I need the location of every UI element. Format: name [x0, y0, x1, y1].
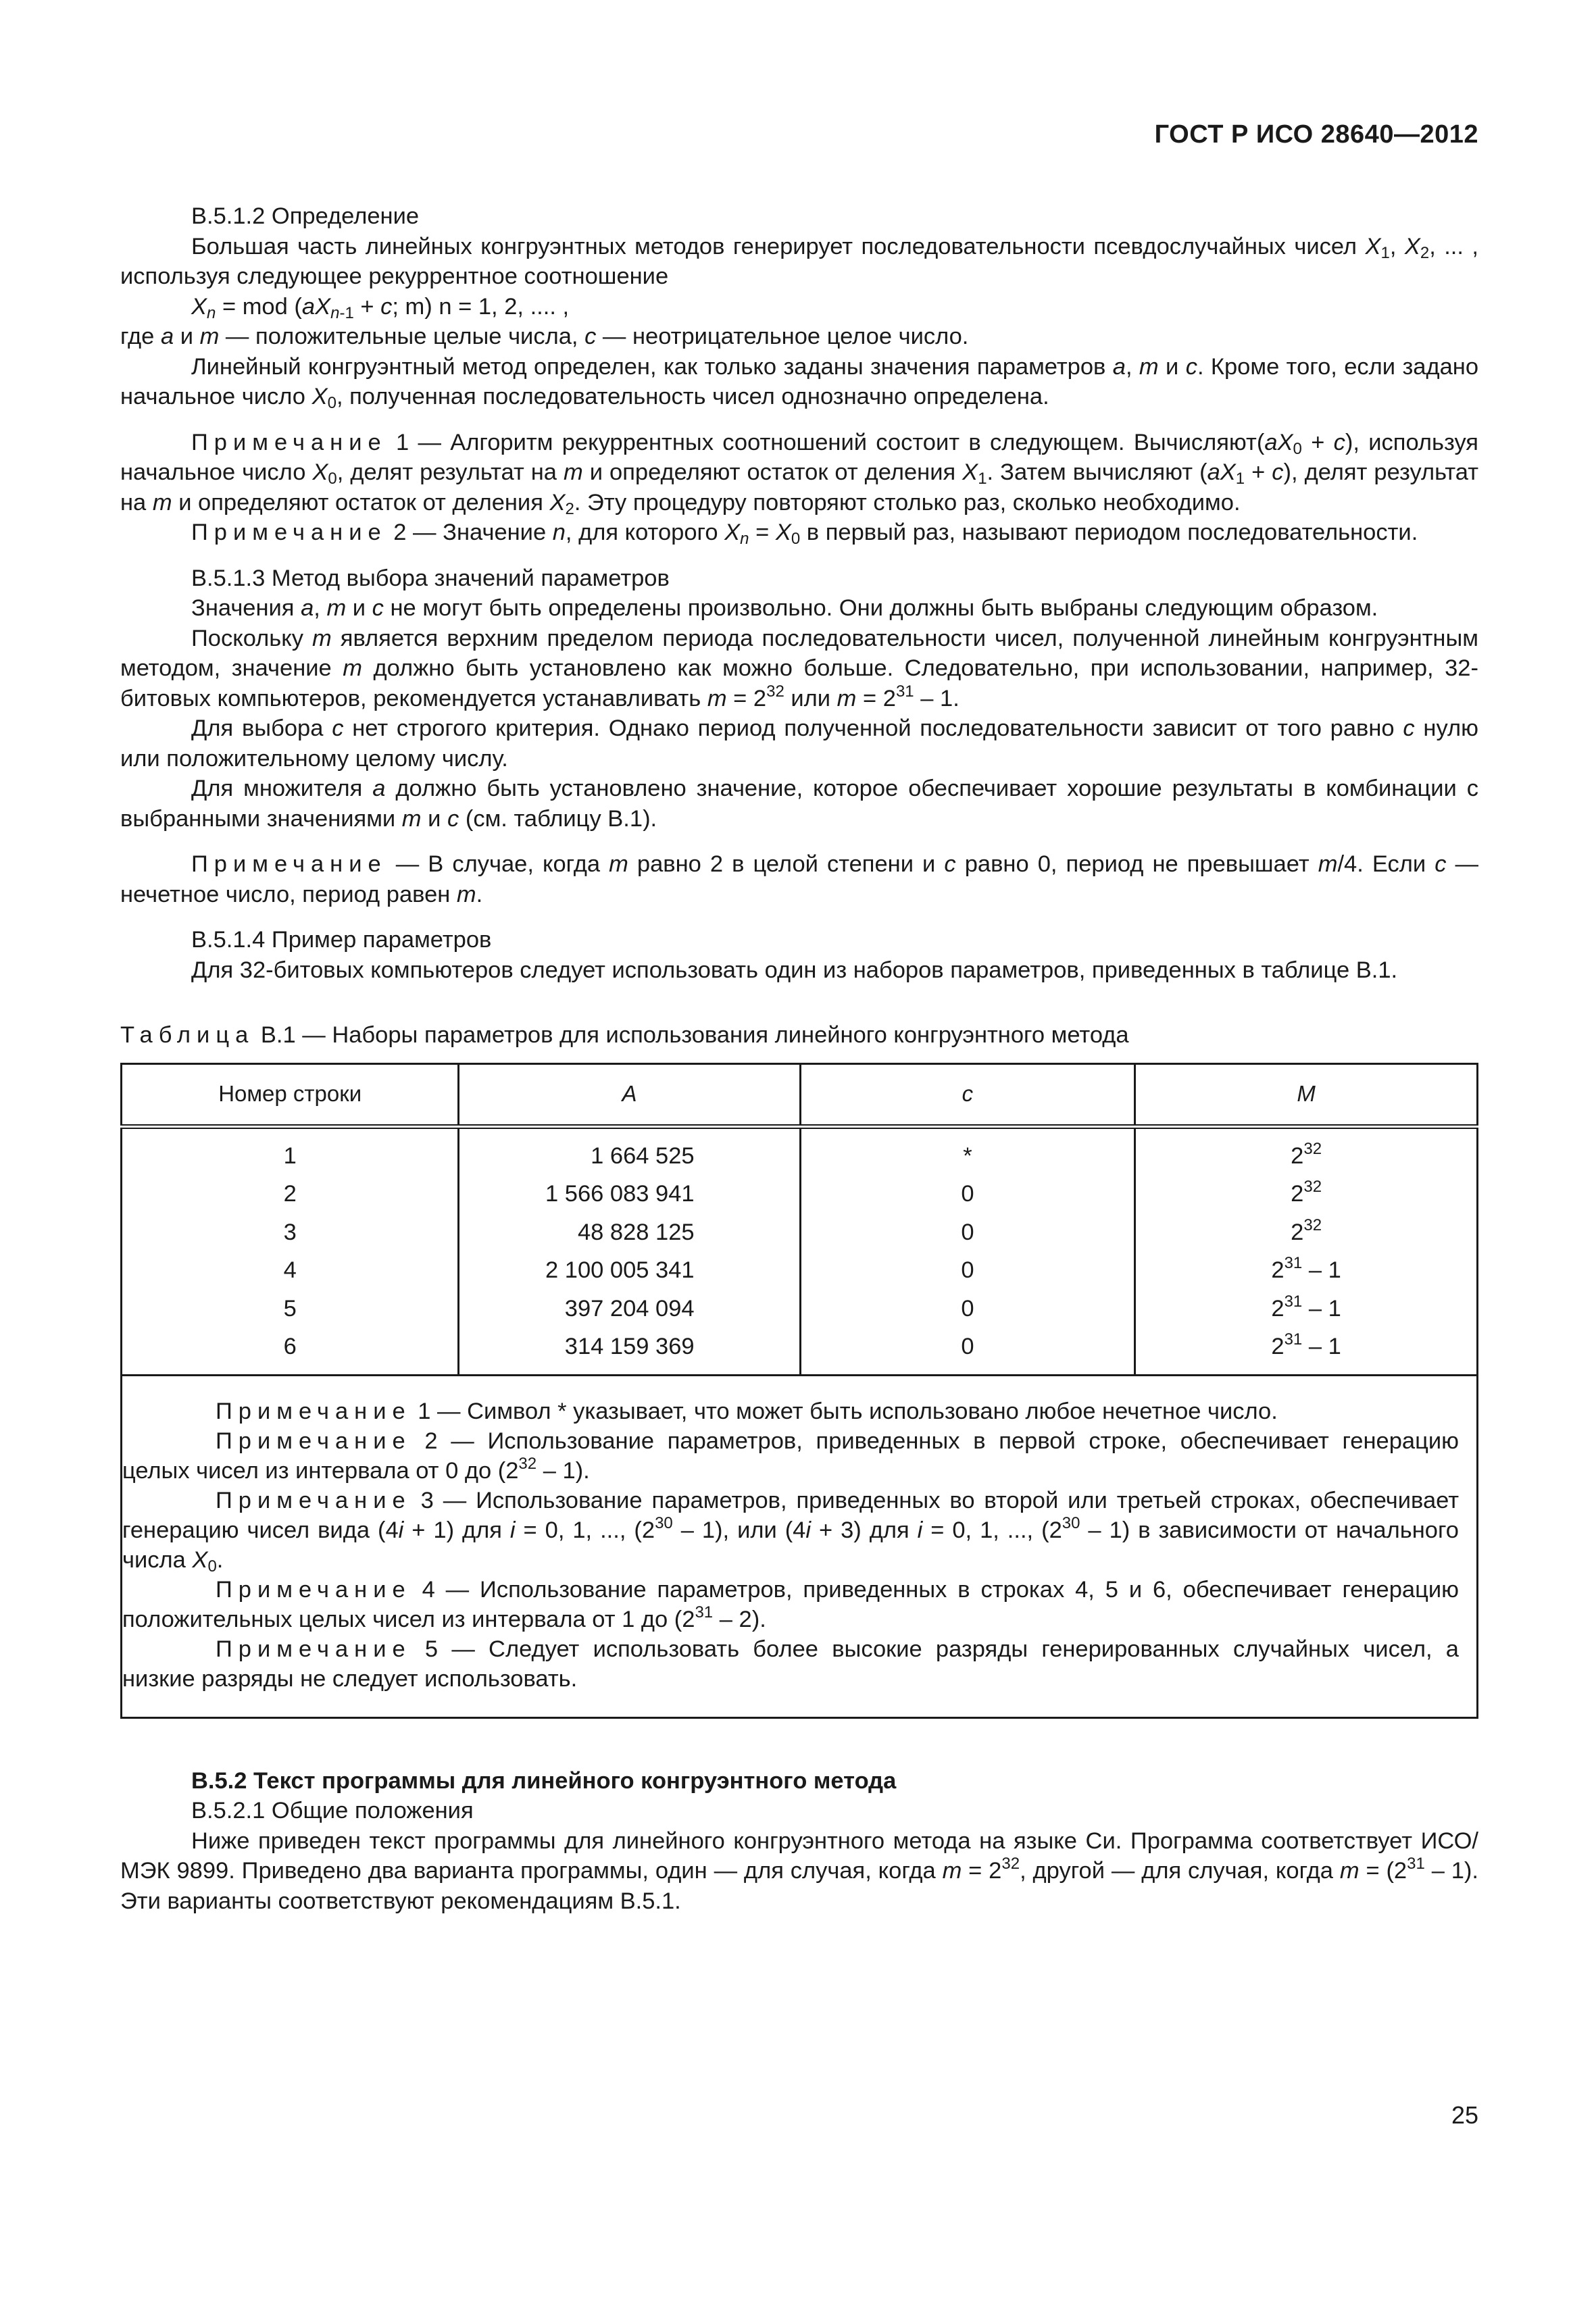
- table-notes: [120, 1376, 1478, 1719]
- document-header: ГОСТ Р ИСО 28640—2012: [1154, 120, 1478, 149]
- cell-c: 0: [800, 1251, 1135, 1290]
- note-b513: Примечание — В случае, когда m равно 2 в целой степени и c равно 0, период не превышает m/4. Если c — нечетное число, период равен m.: [120, 851, 1479, 907]
- heading-b513: В.5.1.3 Метод выбора значений параметров: [191, 565, 670, 591]
- table-row: [122, 1175, 1478, 1213]
- cell-row-number: 2: [122, 1175, 459, 1213]
- cell-c: 0: [800, 1328, 1135, 1375]
- paragraph-b514-1: Для 32-битовых компьютеров следует использовать один из наборов параметров, приведенных в таблице В.1.: [191, 957, 1398, 983]
- note-b512-2: Примечание 2 — Значение n, для которого $X_n = X_0$ в первый раз, называют периодом последовательности.: [191, 520, 1418, 548]
- table-row: [122, 1328, 1478, 1375]
- paragraph-b521-1: Ниже приведен текст программы для линейного конгруэнтного метода на языке Си. Программа соответствует ИСО/МЭК 9899. Приведено два варианта программы, один — для случая, когда $m = 2^{32}$, другой — для случая, когда $m = (2^{31} - 1)$. Эти варианты соответствуют рекомендациям В.5.1.: [120, 1828, 1478, 1914]
- document-body: [120, 201, 1478, 1916]
- cell-a: 397 204 094: [459, 1290, 800, 1328]
- table-header-m: M: [1135, 1063, 1478, 1126]
- formula-recurrence: $X_n$ = mod ($aX_{n-1} + c$; m) n = 1, 2, .... ,: [191, 293, 570, 322]
- cell-m: $2^{31} - 1$: [1135, 1290, 1478, 1328]
- cell-c: 0: [800, 1213, 1135, 1252]
- document-page: [120, 0, 1478, 2314]
- parameters-table: [120, 1063, 1478, 1376]
- paragraph-b513-2: Поскольку m является верхним пределом периода последовательности чисел, полученной линейным конгруэнтным методом, значение m должно быть установлено как можно больше. Следовательно, при использовании, например, 32-битовых компьютеров, рекомендуется устанавливать $m = 2^{32}$ или $m = 2^{31} - 1$.: [120, 625, 1478, 711]
- cell-m: $2^{31} - 1$: [1135, 1251, 1478, 1290]
- cell-c: 0: [800, 1175, 1135, 1213]
- cell-m: $2^{32}$: [1135, 1175, 1478, 1213]
- cell-a: 2 100 005 341: [459, 1251, 800, 1290]
- table-row: [122, 1126, 1478, 1175]
- cell-a: 48 828 125: [459, 1213, 800, 1252]
- cell-a: 314 159 369: [459, 1328, 800, 1375]
- table-header-a: A: [459, 1063, 800, 1126]
- heading-b512: В.5.1.2 Определение: [191, 203, 420, 229]
- paragraph-b513-4: Для множителя a должно быть установлено значение, которое обеспечивает хорошие результаты в комбинации с выбранными значениями m и c (см. таблицу В.1).: [120, 776, 1478, 832]
- cell-row-number: 5: [122, 1290, 459, 1328]
- cell-row-number: 3: [122, 1213, 459, 1252]
- table-row: [122, 1251, 1478, 1290]
- table-note-3: Примечание 3 — Использование параметров, приведенных во второй или третьей строках, обеспечивает генерацию чисел вида (4i + 1) для i = 0, 1, ..., $(2^{30} - 1)$, или (4i + 3) для i = 0, 1, ..., $(2^{30} - 1)$ в зависимости от начального числа $X_0$.: [122, 1487, 1459, 1576]
- table-caption: Таблица В.1 — Наборы параметров для использования линейного конгруэнтного метода: [120, 1022, 1129, 1048]
- cell-m: $2^{32}$: [1135, 1126, 1478, 1175]
- heading-b514: В.5.1.4 Пример параметров: [191, 927, 492, 953]
- table-row: [122, 1213, 1478, 1252]
- paragraph-b513-3: Для выбора c нет строгого критерия. Однако период полученной последовательности зависит от того равно c нулю или положительному целому числу.: [120, 715, 1478, 772]
- cell-row-number: 4: [122, 1251, 459, 1290]
- cell-a: 1 664 525: [459, 1126, 800, 1175]
- heading-b521: В.5.2.1 Общие положения: [191, 1798, 474, 1823]
- cell-c: 0: [800, 1290, 1135, 1328]
- paragraph-where: где a и m — положительные целые числа, c — неотрицательное целое число.: [120, 324, 969, 349]
- paragraph-b513-1: Значения a, m и c не могут быть определены произвольно. Они должны быть выбраны следующим образом.: [191, 595, 1378, 621]
- note-b512-1: Примечание 1 — Алгоритм рекуррентных соотношений состоит в следующем. $Вычисляют(aX_0 + c)$, используя начальное число $X_0$, делят результат на m и определяют остаток от деления $X_1$. Затем вычисляют $(aX_1 + c)$, делят результат на m и определяют остаток от деления $X_2$. Эту процедуру повторяют столько раз, сколько необходимо.: [120, 429, 1479, 518]
- table-header-row-number: Номер строки: [122, 1063, 459, 1126]
- cell-a: 1 566 083 941: [459, 1175, 800, 1213]
- paragraph-b512-2: Линейный конгруэнтный метод определен, как только заданы значения параметров a, m и c. Кроме того, если задано начальное число $X_0$, полученная последовательность чисел однозначно определена.: [120, 353, 1479, 412]
- table-note-1: Примечание 1 — Символ * указывает, что может быть использовано любое нечетное число.: [216, 1398, 1278, 1424]
- table-note-2: Примечание 2 — Использование параметров, приведенных в первой строке, обеспечивает генерацию целых чисел из интервала от 0 до $(2^{32} - 1)$.: [122, 1428, 1459, 1484]
- cell-m: $2^{32}$: [1135, 1213, 1478, 1252]
- cell-row-number: 6: [122, 1328, 459, 1375]
- paragraph-b512-1: Большая часть линейных конгруэнтных методов генерирует последовательности псевдослучайных чисел $X_1$, $X_2$, ... , используя следующее рекуррентное соотношение: [120, 233, 1478, 289]
- heading-b52: В.5.2 Текст программы для линейного конгруэнтного метода: [191, 1767, 897, 1794]
- cell-m: $2^{31} - 1$: [1135, 1328, 1478, 1375]
- table-note-5: Примечание 5 — Следует использовать более высокие разряды генерированных случайных чисел, а низкие разряды не следует использовать.: [122, 1636, 1459, 1692]
- table-note-4: Примечание 4 — Использование параметров, приведенных в строках 4, 5 и 6, обеспечивает генерацию положительных целых чисел из интервала от 1 до $(2^{31} - 2)$.: [122, 1576, 1459, 1632]
- cell-c: *: [800, 1126, 1135, 1175]
- page-number: 25: [1451, 2101, 1478, 2129]
- table-header-c: c: [800, 1063, 1135, 1126]
- table-row: [122, 1290, 1478, 1328]
- cell-row-number: 1: [122, 1126, 459, 1175]
